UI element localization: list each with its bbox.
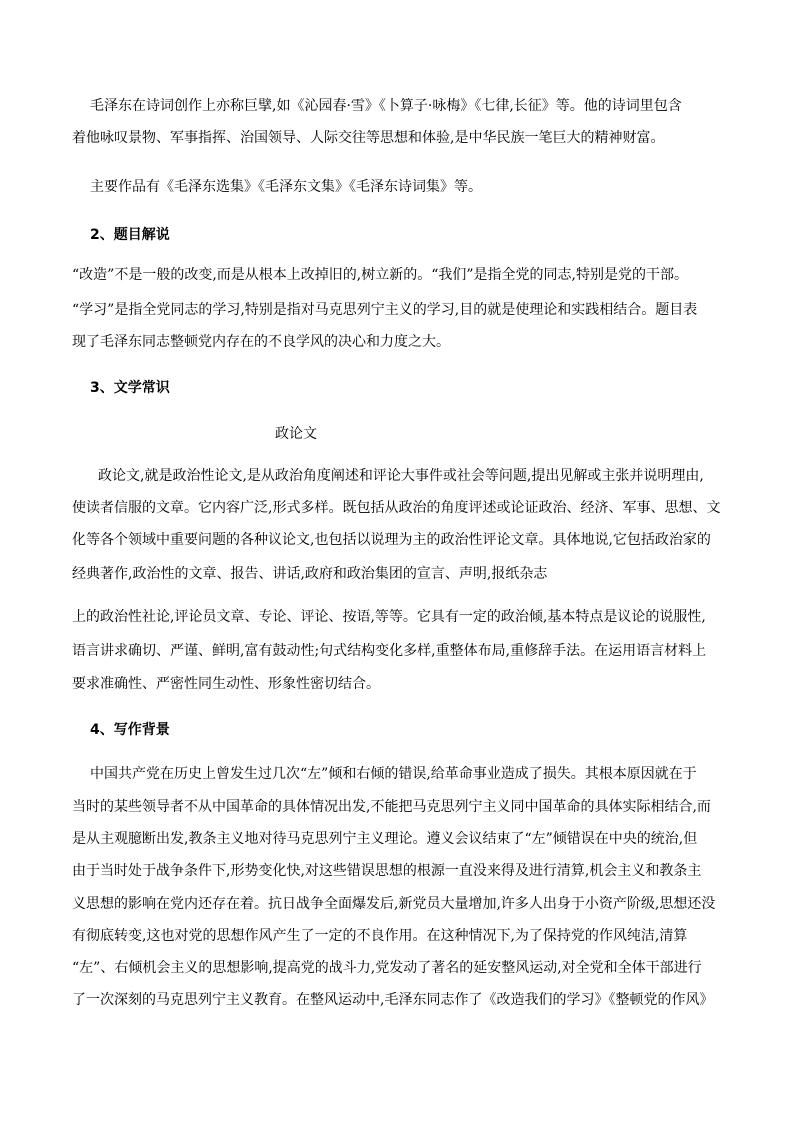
section-4-heading: 4、写作背景 (90, 722, 170, 738)
section-4-line-2: 当时的某些领导者不从中国革命的具体情况出发,不能把马克思列宁主义同中国革命的具体实际相结合,而 (72, 799, 711, 815)
section-4-line-7: “左”、右倾机会主义的思想影响,提高党的战斗力,党发动了著名的延安整风运动,对全党和全体干部进行 (72, 960, 702, 976)
works-line: 主要作品有《毛泽东选集》《毛泽东文集》《毛泽东诗词集》等。 (90, 179, 482, 195)
section-4-line-6: 有彻底转变,这也对党的思想作风产生了一定的不良作用。在这种情况下,为了保持党的作风纯洁,清算 (72, 928, 688, 944)
section-3-subtitle: 政论文 (275, 426, 317, 442)
section-3-line-1: 政论文,就是政治性论文,是从政治角度阐述和评论大事件或社会等问题,提出见解或主张并说明理由, (98, 468, 704, 484)
section-3-line-5: 上的政治性社论,评论员文章、专论、评论、按语,等等。它具有一定的政治倾,基本特点是议论的说服性, (72, 609, 706, 625)
section-2-line-2: “学习”是指全党同志的学习,特别是指对马克思列宁主义的学习,目的就是使理论和实践相结合。题目表 (72, 302, 698, 318)
section-4-line-5: 义思想的影响在党内还存在着。抗日战争全面爆发后,新党员大量增加,许多人出身于小资产阶级,思想还没 (72, 896, 716, 912)
section-2-line-3: 现了毛泽东同志整顿党内存在的不良学风的决心和力度之大。 (72, 334, 450, 350)
section-3-line-3: 化等各个领域中重要问题的各种议论文,也包括以说理为主的政治性评论文章。具体地说,它包括政治家的 (72, 532, 711, 548)
section-3-line-2: 使读者信服的文章。它内容广泛,形式多样。既包括从政治的角度评述或论证政治、经济、军事、思想、文 (72, 500, 721, 516)
section-3-heading: 3、文学常识 (90, 380, 170, 396)
section-4-line-3: 是从主观臆断出发,教条主义地对待马克思列宁主义理论。遵义会议结束了“左”倾错误在中央的统治,但 (72, 831, 698, 847)
intro-line-1: 毛泽东在诗词创作上亦称巨擘,如《沁园春·雪》《卜算子·咏梅》《七律,长征》等。他的诗词里包含 (90, 98, 682, 114)
section-3-line-4: 经典著作,政治性的文章、报告、讲话,政府和政治集团的宣言、声明,报纸杂志 (72, 566, 548, 582)
section-2-line-1: “改造”不是一般的改变,而是从根本上改掉旧的,树立新的。“我们”是指全党的同志,特别是党的干部。 (72, 267, 688, 283)
section-4-line-4: 由于当时处于战争条件下,形势变化快,对这些错误思想的根源一直没来得及进行清算,机会主义和教条主 (72, 863, 702, 879)
intro-line-2: 着他咏叹景物、军事指挥、治国领导、人际交往等思想和体验,是中华民族一笔巨大的精神财富。 (72, 130, 665, 146)
section-4-line-1: 中国共产党在历史上曾发生过几次“左”倾和右倾的错误,给革命事业造成了损失。其根本原因就在于 (90, 766, 697, 782)
section-4-line-8: 了一次深刻的马克思列宁主义教育。在整风运动中,毛泽东同志作了《改造我们的学习》《整顿党的作风》 (72, 992, 714, 1008)
section-2-heading: 2、题目解说 (90, 227, 170, 243)
section-3-line-6: 语言讲求确切、严谨、鲜明,富有鼓动性;句式结构变化多样,重整体布局,重修辞手法。在运用语言材料上 (72, 643, 707, 659)
section-3-line-7: 要求准确性、严密性同生动性、形象性密切结合。 (72, 676, 380, 692)
